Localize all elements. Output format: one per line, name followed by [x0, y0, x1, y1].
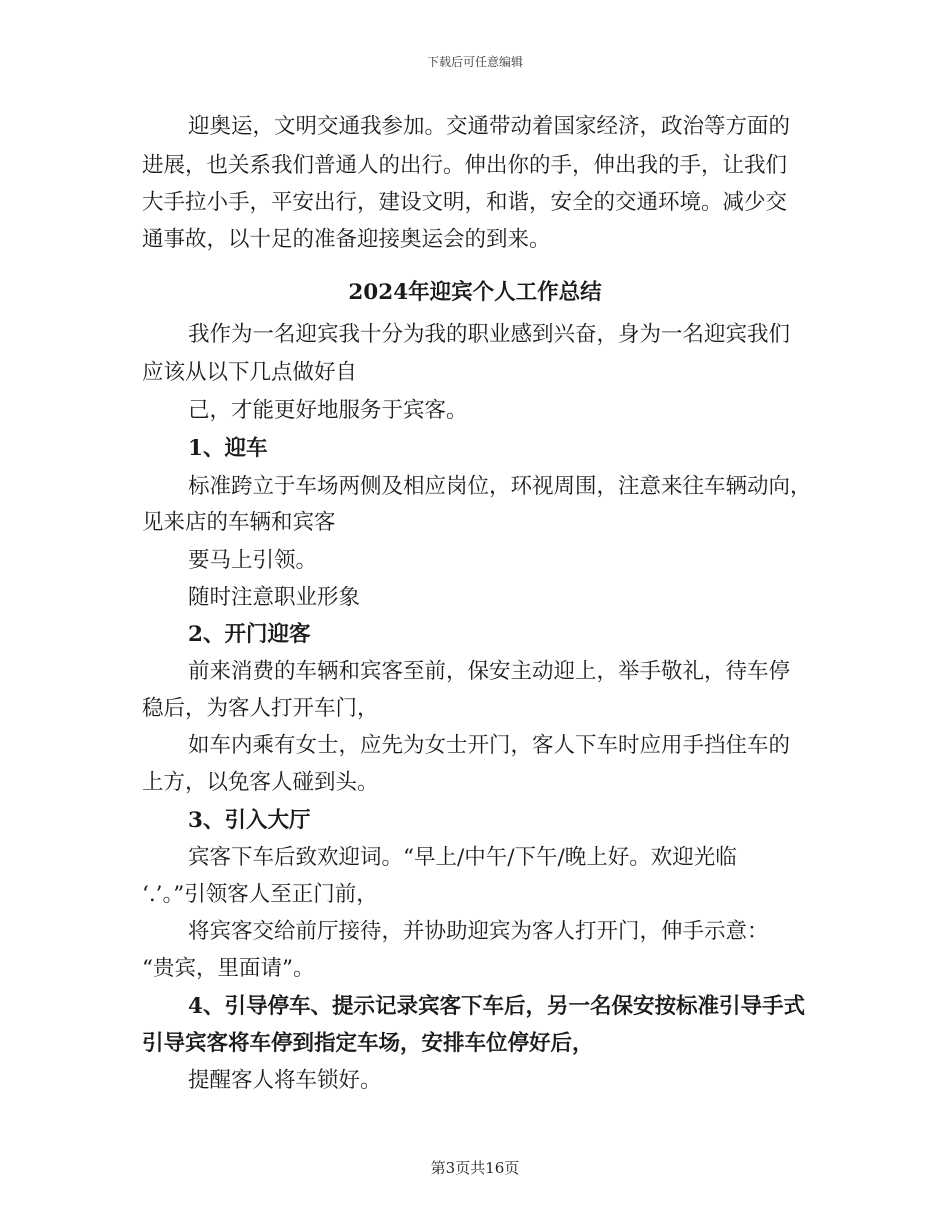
section-heading: 3、引入大厅	[188, 808, 311, 833]
body-line: 提醒客人将车锁好。	[188, 1068, 382, 1093]
intro-line: 迎奥运，文明交通我参加。交通带动着国家经济，政治等方面的	[188, 114, 791, 139]
body-line: 应该从以下几点做好自	[142, 360, 358, 385]
page-header: 下载后可任意编辑	[426, 55, 523, 69]
body-line: 己，才能更好地服务于宾客。	[188, 398, 468, 423]
body-line: 宾客下车后致欢迎词。“早上/中午/下午/晚上好。欢迎光临	[188, 845, 737, 870]
section-heading: 1、迎车	[188, 436, 268, 461]
body-line: 标准跨立于车场两侧及相应岗位，环视周围，注意来往车辆动向，	[188, 474, 812, 499]
intro-line: 通事故，以十足的准备迎接奥运会的到来。	[142, 227, 551, 252]
body-line: 随时注意职业形象	[188, 585, 361, 610]
document-title: 2024年迎宾个人工作总结	[348, 280, 602, 305]
body-line: 前来消费的车辆和宾客至前，保安主动迎上，举手敬礼，待车停	[188, 659, 791, 684]
body-line: ‘.’。”引领客人至正门前，	[142, 882, 378, 907]
body-line: 如车内乘有女士，应先为女士开门，客人下车时应用手挡住车的	[188, 733, 791, 758]
section-heading: 2、开门迎客	[188, 622, 311, 647]
body-line: 见来店的车辆和宾客	[142, 510, 336, 535]
body-line: 要马上引领。	[188, 548, 318, 573]
body-line: 将宾客交给前厅接待，并协助迎宾为客人打开门，伸手示意：	[188, 919, 769, 944]
body-line: 我作为一名迎宾我十分为我的职业感到兴奋，身为一名迎宾我们	[188, 322, 791, 347]
body-line: “贵宾，里面请”。	[142, 956, 315, 981]
body-line: 稳后，为客人打开车门，	[142, 696, 379, 721]
body-line: 上方，以免客人碰到头。	[142, 770, 379, 795]
page-footer: 第3页共16页	[430, 1159, 520, 1177]
section-heading: 4、引导停车、提示记录宾客下车后，另一名保安按标准引导手式	[188, 994, 805, 1019]
intro-line: 进展，也关系我们普通人的出行。伸出你的手，伸出我的手，让我们	[142, 153, 788, 178]
section-heading-continued: 引导宾客将车停到指定车场，安排车位停好后，	[142, 1031, 594, 1056]
intro-line: 大手拉小手，平安出行，建设文明，和谐，安全的交通环境。减少交	[142, 190, 788, 215]
